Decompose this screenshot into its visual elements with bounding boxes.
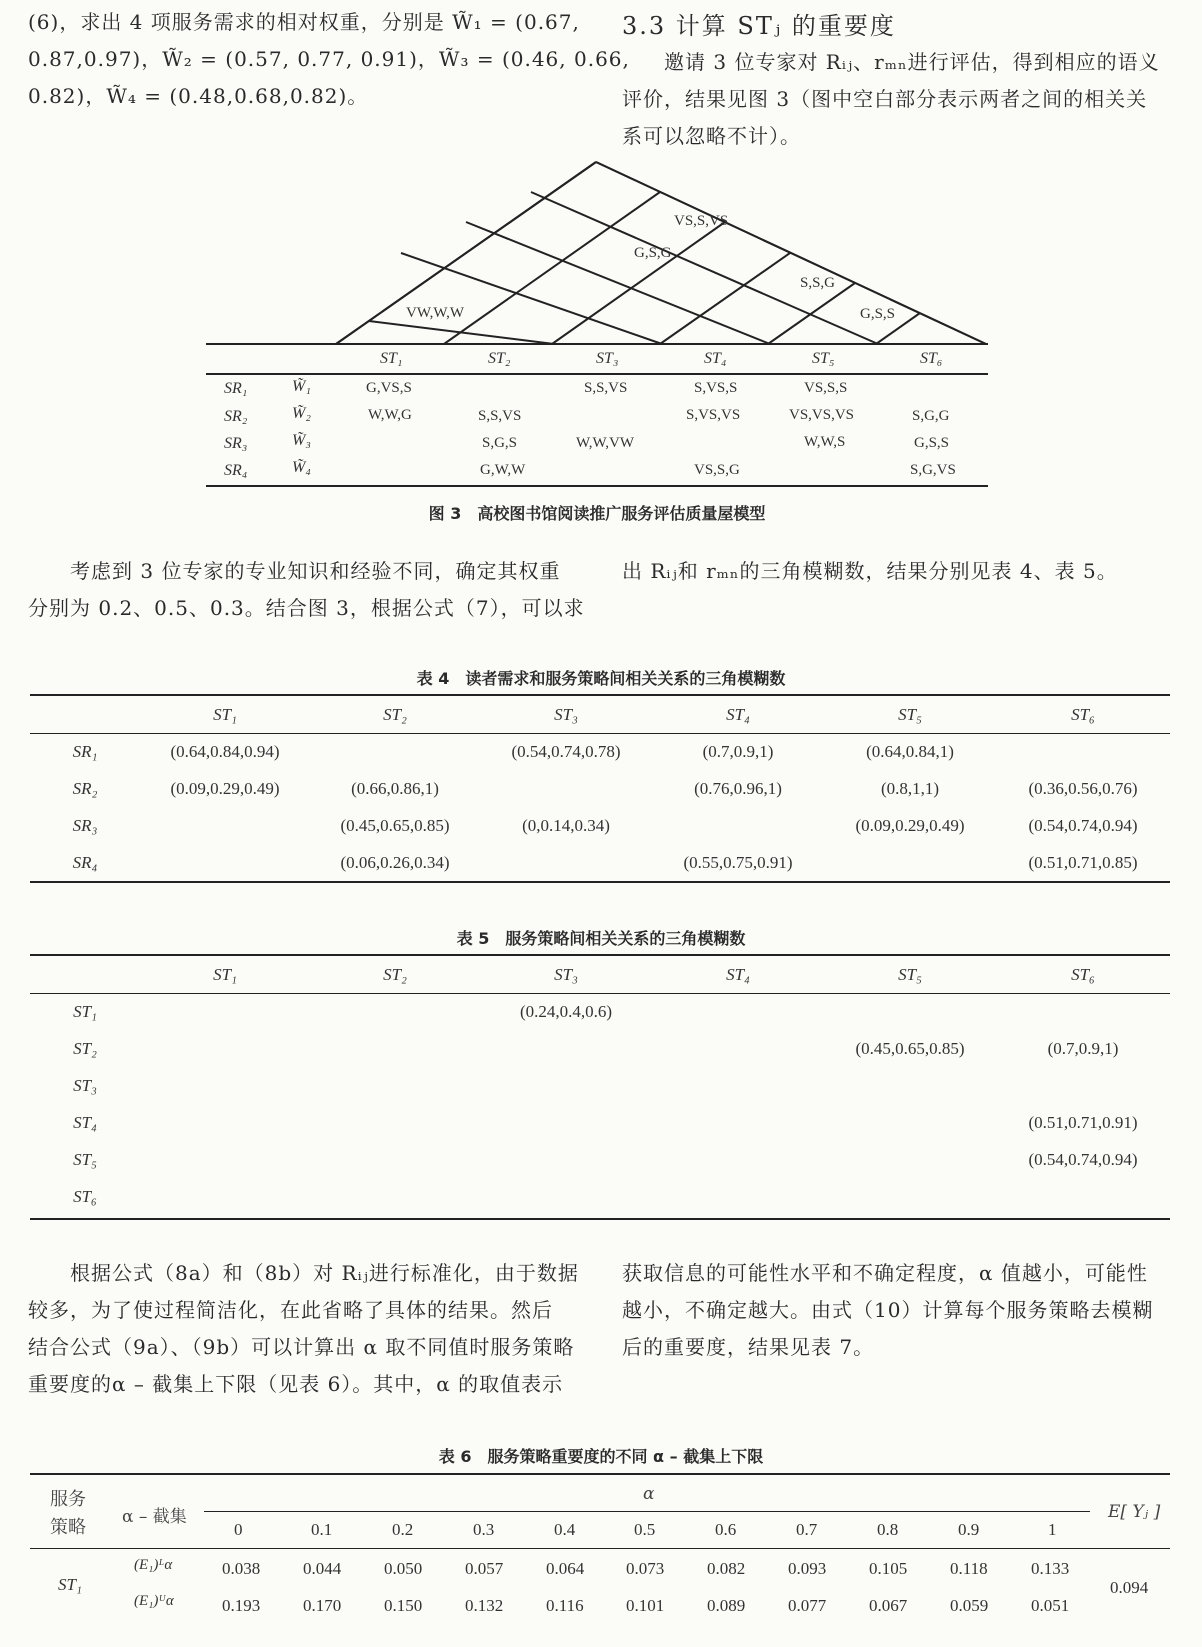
fig3-cell: VS,VS,VS (789, 407, 855, 423)
alpha-value: 0.9 (958, 1520, 980, 1539)
table4-caption: 表 4 读者需求和服务策略间相关关系的三角模糊数 (416, 669, 786, 688)
lower-value: 0.118 (950, 1559, 988, 1578)
alpha-value: 0.1 (311, 1520, 333, 1539)
head-strategy-line: 策略 (50, 1517, 86, 1538)
table5-col-header: ST₁ (213, 964, 237, 984)
fig3-cell: S,G,S (482, 435, 518, 451)
table5-header-row (30, 956, 1170, 993)
table-cell (310, 993, 480, 1030)
lower-value: 0.057 (465, 1559, 504, 1578)
lower-value: 0.133 (1031, 1559, 1070, 1578)
table-cell (824, 1141, 996, 1178)
table-cell (824, 1067, 996, 1104)
table-cell: (0.45,0.65,0.85) (855, 1038, 965, 1058)
table-cell (652, 1030, 824, 1067)
table6-caption: 表 6 服务策略重要度的不同 α – 截集上下限 (438, 1447, 764, 1466)
table-cell (310, 733, 480, 770)
fig3-cell: S,G,VS (910, 462, 956, 478)
table-cell (824, 844, 996, 881)
bottom-left-paragraph (28, 1255, 583, 1403)
table5-col-header: ST₅ (898, 964, 922, 984)
table-cell (140, 844, 310, 881)
table-cell: (0.45,0.65,0.85) (340, 815, 450, 835)
table-row (30, 733, 1170, 770)
table6-head-cut: α – 截集 (122, 1507, 187, 1527)
fig3-cell: W,W,VW (576, 435, 635, 451)
fig3-sr-label: SR₄ (224, 462, 248, 479)
fig3-w-label: W̃₂ (292, 405, 311, 422)
table-cell: (0.06,0.26,0.34) (340, 852, 450, 872)
table6-top-rule (30, 1473, 1170, 1475)
table-cell (480, 1141, 652, 1178)
table5-col-header: ST₆ (1071, 964, 1095, 984)
table5-col-header: ST₄ (726, 964, 750, 984)
fig3-cell: VS,S,S (804, 380, 848, 396)
upper-value: 0.067 (869, 1596, 908, 1615)
row-label: ST₆ (73, 1186, 97, 1206)
text-line: 获取信息的可能性水平和不确定程度，α 值越小，可能性 (622, 1261, 1148, 1285)
row-label: ST₁ (73, 1001, 97, 1021)
table-row (30, 1067, 1170, 1104)
table-cell: (0.09,0.29,0.49) (170, 778, 280, 798)
table-cell (310, 1067, 480, 1104)
fig3-cell: W,W,S (804, 434, 846, 450)
table-cell (996, 733, 1170, 770)
table-cell (480, 770, 652, 807)
table-cell (140, 993, 310, 1030)
table5-col-header: ST₂ (383, 964, 407, 984)
table-row (30, 1178, 1170, 1215)
table-cell (310, 1104, 480, 1141)
fig3-col-st2: ST₂ (488, 350, 511, 367)
text-line: 重要度的α – 截集上下限（见表 6）。其中，α 的取值表示 (28, 1372, 564, 1396)
table6-upper-label: (E₁)ᵁα (134, 1593, 174, 1609)
table-cell: (0.66,0.86,1) (351, 778, 439, 798)
table-cell (480, 1030, 652, 1067)
row-label: SR₁ (72, 741, 98, 761)
table6-head-strategy (50, 1486, 86, 1542)
table-cell: (0.64,0.84,1) (866, 741, 954, 761)
roof-label: VW,W,W (406, 305, 465, 321)
table4-col-header: ST₂ (383, 704, 407, 724)
table-row (30, 1030, 1170, 1067)
fig3-w-label: W̃₄ (292, 459, 311, 476)
fig3-col-st3: ST₃ (596, 350, 619, 367)
table-cell (824, 1178, 996, 1215)
table5-bottom-rule (30, 1218, 1170, 1220)
roof-label: VS,S,VS (674, 213, 729, 229)
table5-col-header: ST₃ (554, 964, 578, 984)
upper-value: 0.116 (546, 1596, 584, 1615)
fig3-w-label: W̃₁ (292, 378, 311, 395)
roof-label: S,S,G (800, 275, 836, 291)
fig3-cell: VS,S,G (694, 462, 740, 478)
row-label: ST₂ (73, 1038, 97, 1058)
fig3-cell: G,W,W (480, 462, 526, 478)
fig3-sr-label: SR₁ (224, 380, 248, 397)
table-cell (996, 1067, 1170, 1104)
table-cell (140, 1104, 310, 1141)
table-row (30, 1104, 1170, 1141)
table6-head-alpha: α (643, 1484, 655, 1504)
table6-lower-row (204, 1559, 1090, 1583)
mid-left-paragraph (28, 553, 583, 627)
table-cell (310, 1030, 480, 1067)
table6-strategy: ST₁ (58, 1575, 82, 1594)
upper-value: 0.051 (1031, 1596, 1070, 1615)
text-line: (6)，求出 4 项服务需求的相对权重，分别是 W̃₁ = (0.67, (28, 10, 580, 34)
table-cell: (0.51,0.71,0.85) (1028, 852, 1138, 872)
fig3-sr-label: SR₂ (224, 408, 248, 425)
table6-lower-label: (E₁)ᴸα (134, 1557, 173, 1573)
table-cell: (0.54,0.74,0.94) (1028, 1149, 1138, 1169)
table-row (30, 844, 1170, 881)
text-line: 考虑到 3 位专家的专业知识和经验不同，确定其权重 (70, 559, 561, 583)
alpha-value: 0.3 (473, 1520, 495, 1539)
upper-value: 0.193 (222, 1596, 261, 1615)
mid-right-paragraph (622, 553, 1177, 590)
text-line: 邀请 3 位专家对 Rᵢⱼ、rₘₙ进行评估，得到相应的语义 (664, 50, 1160, 74)
table-cell (480, 1104, 652, 1141)
table4-col-header: ST₆ (1071, 704, 1095, 724)
upper-value: 0.059 (950, 1596, 989, 1615)
table4-header-row (30, 696, 1170, 733)
section-heading: 3.3 计算 STⱼ 的重要度 (622, 12, 896, 40)
table-cell: (0.51,0.71,0.91) (1028, 1112, 1138, 1132)
fig3-col-st1: ST₁ (380, 350, 403, 367)
table-cell: (0.8,1,1) (880, 778, 940, 798)
text-line: 出 Rᵢⱼ和 rₘₙ的三角模糊数，结果分别见表 4、表 5。 (622, 559, 1118, 583)
table-cell (996, 993, 1170, 1030)
fig3-cell: S,S,VS (584, 380, 628, 396)
alpha-value: 1 (1048, 1520, 1057, 1539)
row-label: ST₄ (73, 1112, 97, 1132)
table6-upper-row (204, 1596, 1090, 1620)
figure3-roof (0, 0, 1202, 500)
upper-value: 0.170 (303, 1596, 342, 1615)
table-cell: (0.76,0.96,1) (694, 778, 782, 798)
table6-alpha-header (204, 1520, 1090, 1544)
fig3-cell: W,W,G (368, 407, 412, 423)
table-cell (480, 1178, 652, 1215)
table-cell (480, 1067, 652, 1104)
fig3-cell: S,S,VS (478, 408, 522, 424)
table-cell: (0.54,0.74,0.94) (1028, 815, 1138, 835)
table6-head-rule (30, 1548, 1170, 1549)
table-cell (140, 807, 310, 844)
table-cell (140, 1067, 310, 1104)
table-cell (652, 1178, 824, 1215)
alpha-value: 0.5 (634, 1520, 656, 1539)
alpha-value: 0.7 (796, 1520, 818, 1539)
table-cell: (0.09,0.29,0.49) (855, 815, 965, 835)
fig3-col-st5: ST₅ (812, 350, 835, 367)
table-row (30, 770, 1170, 807)
upper-value: 0.089 (707, 1596, 746, 1615)
text-line: 评价，结果见图 3（图中空白部分表示两者之间的相关关 (622, 87, 1148, 111)
text-line: 0.82)，W̃₄ = (0.48,0.68,0.82)。 (28, 84, 369, 108)
alpha-value: 0.2 (392, 1520, 414, 1539)
table-cell (140, 1030, 310, 1067)
table6-alpha-rule (204, 1511, 1090, 1512)
fig3-sr-label: SR₃ (224, 435, 248, 452)
table4-col-header: ST₄ (726, 704, 750, 724)
table-cell (310, 1141, 480, 1178)
table-cell: (0.36,0.56,0.76) (1028, 778, 1138, 798)
lower-value: 0.093 (788, 1559, 827, 1578)
fig3-cell: S,VS,VS (686, 407, 741, 423)
text-line: 系可以忽略不计）。 (622, 124, 801, 148)
lower-value: 0.038 (222, 1559, 261, 1578)
table-cell: (0.7,0.9,1) (1047, 1038, 1119, 1058)
text-line: 0.87,0.97)，W̃₂ = (0.57, 0.77, 0.91)，W̃₃ = (0.46, 0.66, (28, 47, 630, 71)
table-cell (824, 1104, 996, 1141)
table4-col-header: ST₃ (554, 704, 578, 724)
table5-caption: 表 5 服务策略间相关关系的三角模糊数 (456, 929, 746, 948)
upper-value: 0.101 (626, 1596, 665, 1615)
table-cell: (0.64,0.84,0.94) (170, 741, 280, 761)
fig3-col-st4: ST₄ (704, 350, 727, 367)
fig3-col-st6: ST₆ (920, 350, 943, 367)
fig3-w-label: W̃₃ (292, 432, 311, 449)
text-line: 根据公式（8a）和（8b）对 Rᵢⱼ进行标准化，由于数据 (70, 1261, 579, 1285)
roof-label: G,S,S (860, 306, 896, 322)
fig3-cell: G,VS,S (366, 380, 412, 396)
table-cell (996, 1178, 1170, 1215)
table-cell (652, 1104, 824, 1141)
table-row (30, 807, 1170, 844)
text-line: 越小，不确定越大。由式（10）计算每个服务策略去模糊 (622, 1298, 1154, 1322)
fig3-cell: S,G,G (912, 408, 950, 424)
row-label: ST₃ (73, 1075, 97, 1095)
text-line: 后的重要度，结果见表 7。 (622, 1335, 875, 1359)
upper-value: 0.077 (788, 1596, 827, 1615)
roof-label: G,S,G (634, 245, 672, 261)
table-cell (652, 807, 824, 844)
alpha-value: 0.4 (554, 1520, 576, 1539)
table-cell (140, 1141, 310, 1178)
alpha-value: 0.8 (877, 1520, 899, 1539)
table5 (30, 956, 1170, 1215)
table-row (30, 1141, 1170, 1178)
lower-value: 0.064 (546, 1559, 585, 1578)
table-row (30, 993, 1170, 1030)
table4-bottom-rule (30, 881, 1170, 883)
table-cell (824, 993, 996, 1030)
table4-col-header: ST₅ (898, 704, 922, 724)
table-cell: (0,0.14,0.34) (522, 815, 610, 835)
row-label: SR₄ (72, 852, 98, 872)
text-line: 分别为 0.2、0.5、0.3。结合图 3，根据公式（7），可以求 (28, 596, 585, 620)
fig3-cell: S,VS,S (694, 380, 738, 396)
fig3-cell: G,S,S (914, 435, 950, 451)
table-cell (310, 1178, 480, 1215)
lower-value: 0.044 (303, 1559, 342, 1578)
table-cell: (0.54,0.74,0.78) (511, 741, 621, 761)
lower-value: 0.050 (384, 1559, 423, 1578)
row-label: SR₂ (72, 778, 98, 798)
head-strategy-line: 服务 (50, 1489, 86, 1510)
lower-value: 0.082 (707, 1559, 746, 1578)
table4-col-header: ST₁ (213, 704, 237, 724)
table4 (30, 696, 1170, 881)
bottom-right-paragraph (622, 1255, 1177, 1366)
lower-value: 0.073 (626, 1559, 665, 1578)
table-cell (480, 844, 652, 881)
upper-value: 0.150 (384, 1596, 423, 1615)
alpha-value: 0 (234, 1520, 243, 1539)
table-cell (652, 993, 824, 1030)
table-cell (140, 1178, 310, 1215)
table-cell: (0.24,0.4,0.6) (519, 1001, 613, 1021)
table-cell (652, 1067, 824, 1104)
table6-expect-value: 0.094 (1110, 1578, 1149, 1597)
table-cell: (0.55,0.75,0.91) (683, 852, 793, 872)
alpha-value: 0.6 (715, 1520, 737, 1539)
lower-value: 0.105 (869, 1559, 908, 1578)
text-line: 结合公式（9a）、（9b）可以计算出 α 取不同值时服务策略 (28, 1335, 575, 1359)
text-line: 较多，为了使过程简洁化，在此省略了具体的结果。然后 (28, 1298, 553, 1322)
table-cell: (0.7,0.9,1) (702, 741, 774, 761)
upper-value: 0.132 (465, 1596, 504, 1615)
row-label: SR₃ (72, 815, 98, 835)
table-cell (652, 1141, 824, 1178)
table6-head-expect: E[ Yⱼ ] (1108, 1502, 1161, 1522)
figure3-caption: 图 3 高校图书馆阅读推广服务评估质量屋模型 (428, 504, 766, 523)
row-label: ST₅ (73, 1149, 97, 1169)
